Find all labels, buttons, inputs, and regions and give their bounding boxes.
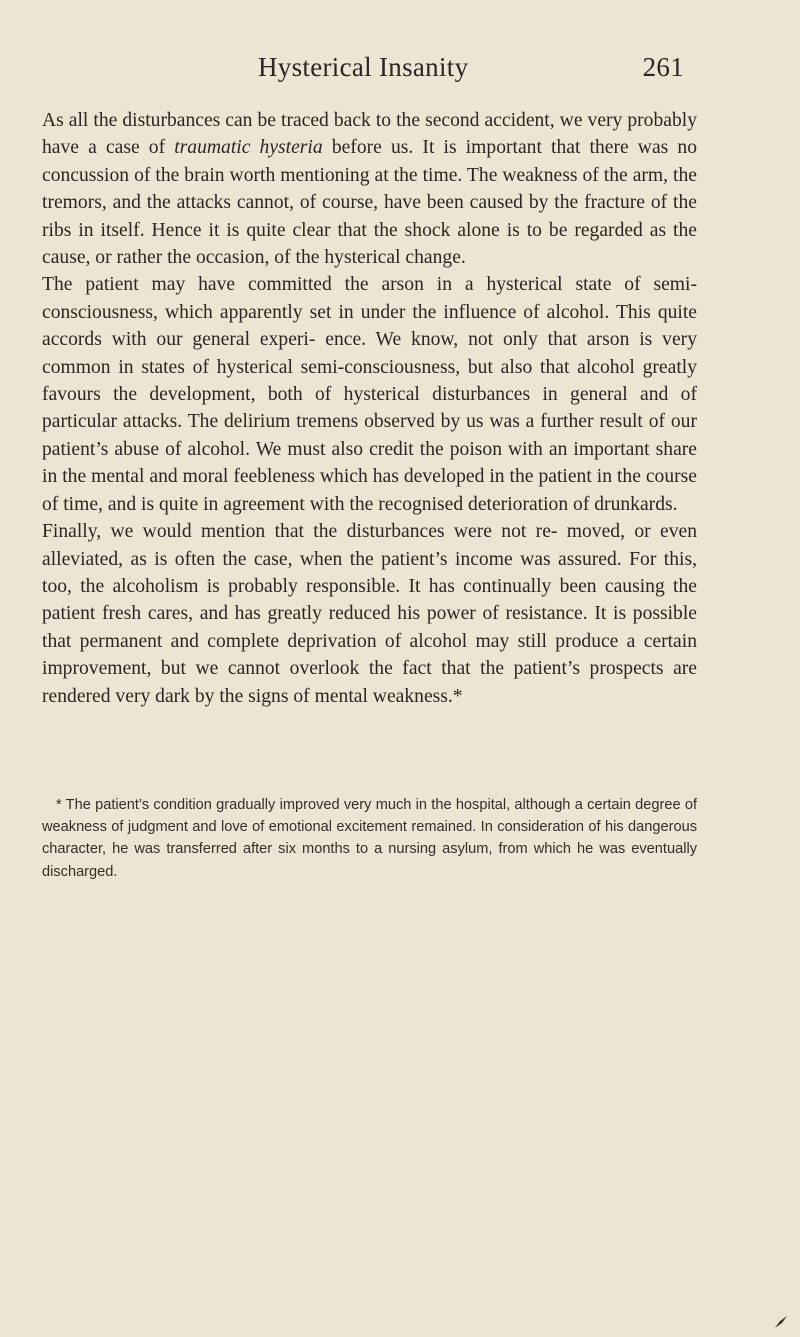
page-number: 261 — [642, 52, 684, 82]
paragraph-1-start: As all the disturbances can be traced back to the second accident, we very probably have a case of — [42, 110, 697, 159]
running-head — [258, 52, 684, 92]
paragraph-1 — [42, 107, 697, 271]
paragraph-1-emphasis: traumatic hysteria — [174, 137, 323, 159]
paragraph-1-end: before us. It is important that there was no concussion of the brain worth mentioning at the time. The weakness of the arm, the tremors, and the attacks cannot, of course, have been caused by the fracture of the ribs in itself. Hence it is quite clear that the shock alone is to be regarded as the cause, or rather the occasion, of the hysterical change. — [42, 137, 697, 269]
footnote-text: * The patient’s condition gradually improved very much in the hospital, although a certain degree of weakness of judgment and love of emotional excitement remained. In consideration of his dangerous character, he was transferred after six months to a nursing asylum, from which he was eventually discharged. — [42, 797, 697, 880]
corner-mark-icon — [774, 1315, 788, 1329]
running-title: Hysterical Insanity — [258, 52, 469, 82]
body-text — [42, 107, 697, 710]
paragraph-3: Finally, we would mention that the disturbances were not re- moved, or even alleviated, as is often the case, when the patient’s income was assured. For this, too, the alcoholism is probably responsible. It has continually been causing the patient fresh cares, and has greatly reduced his power of resistance. It is possible that permanent and complete deprivation of alcohol may still produce a certain improvement, but we cannot overlook the fact that the patient’s prospects are rendered very dark by the signs of mental weakness.* — [42, 521, 697, 707]
paragraph-2: The patient may have committed the arson in a hysterical state of semi-consciousness, which apparently set in under the influence of alcohol. This quite accords with our general experi- ence. We know, not only that arson is very common in states of hysterical semi-consciousness, but also that alcohol greatly favours the development, both of hysterical disturbances in general and of particular attacks. The delirium tremens observed by us was a further result of our patient’s abuse of alcohol. We must also credit the poison with an important share in the mental and moral feebleness which has developed in the patient in the course of time, and is quite in agreement with the recognised deterioration of drunkards. — [42, 274, 697, 515]
footnote — [42, 794, 697, 883]
